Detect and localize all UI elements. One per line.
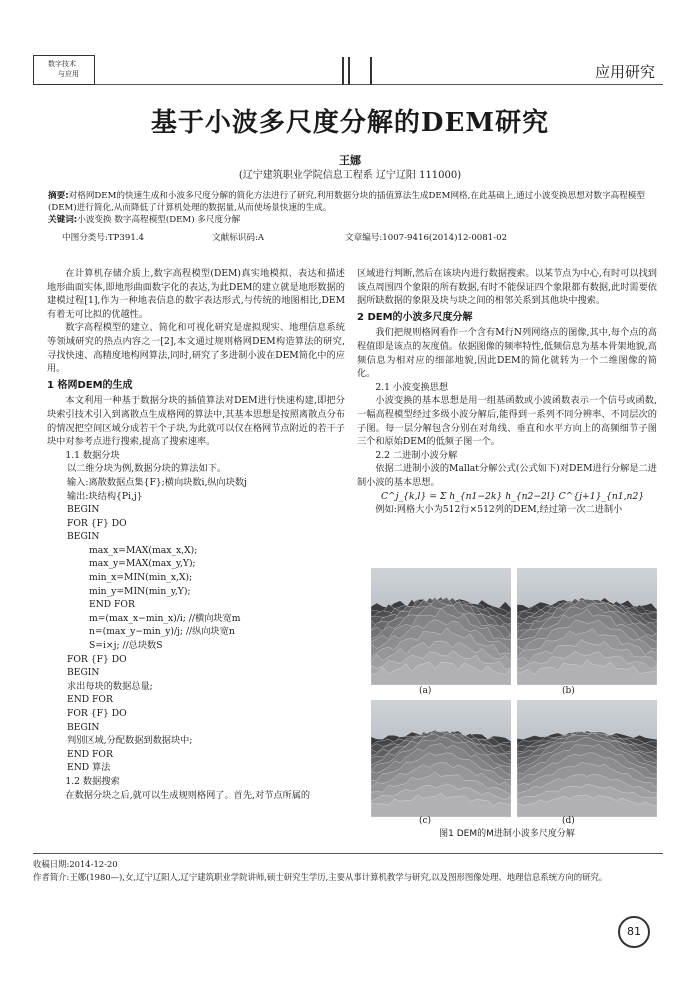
keywords-label: 关键词: — [48, 215, 78, 225]
section-heading: 1 格网DEM的生成 — [47, 379, 133, 391]
code-line: min_x=MIN(min_x,X); — [89, 572, 193, 584]
subsection-heading: 1.2 数据搜索 — [65, 775, 120, 787]
code-line: BEGIN — [67, 721, 100, 733]
code-line: END FOR — [67, 748, 113, 760]
received-date: 收稿日期:2014-12-20 — [33, 859, 118, 869]
code-line: max_x=MAX(max_x,X); — [89, 544, 198, 556]
code-line: FOR {F} DO — [67, 708, 127, 719]
paragraph: 在计算机存储介质上,数字高程模型(DEM)真实地模拟、表达和描述地形曲面实体,即地形曲面数字化的表达,为此DEM的建立就是地形数据的建模过程[1],作为一种地表信息的数字表达形式,与传统的地图相比,DEM有着无可比拟的优越性。 — [47, 268, 345, 320]
code-line: END 算法 — [67, 762, 111, 774]
logo-line2: 与应用 — [58, 70, 79, 78]
mallat-formula: C^j_{k,l} = Σ h_{n1−2k} h_{n2−2l} C^{j+1}_{n1,n2} — [381, 490, 645, 502]
code-line: BEGIN — [67, 667, 100, 679]
dem-panel-b — [517, 568, 657, 685]
section-heading: 2 DEM的小波多尺度分解 — [357, 311, 473, 323]
paragraph: 本文利用一种基于数据分块的插值算法对DEM进行快速构建,即把分块索引技术引入到离散点生成格网的算法中,其基本思想是按照离散点分布的情况把空间区域分成若干个子块,为此就可以仅在格网节点附近的若干子块中对参考点进行搜索,提高了搜索速率。 — [47, 395, 345, 448]
panel-label: (a) — [419, 686, 432, 696]
logo-line1: 数字技术 — [48, 60, 76, 68]
code-line: 输出:块结构{Pi,j} — [67, 490, 143, 502]
paragraph: 在数据分块之后,就可以生成规则格网了。首先,对节点所属的 — [65, 789, 311, 801]
code-line: 判别区域,分配数据到数据块中; — [67, 735, 193, 747]
panel-label: (c) — [419, 816, 432, 826]
keywords-text: 小波变换 数字高程模型(DEM) 多尺度分解 — [77, 215, 241, 225]
paragraph: 区域进行判断,然后在该块内进行数据搜索。以某节点为中心,有时可以找到该点周围四个象限的所有数据,有时不能保证四个象限都有数据,此时需要依据所缺数据的象限及块与块之间的相邻关系到其他块中搜索。 — [357, 268, 657, 307]
page-number: 81 — [618, 916, 650, 948]
terrain-render — [371, 700, 511, 817]
code-line: END FOR — [67, 694, 113, 706]
abstract-block — [48, 190, 658, 226]
code-line: n=(max_y−min_y)/j; //纵向块宽n — [89, 626, 235, 638]
figure-caption: 图1 DEM的M进制小波多尺度分解 — [439, 829, 575, 839]
subsection-heading: 2.2 二进制小波分解 — [375, 449, 458, 461]
code-line: BEGIN — [67, 531, 100, 543]
code-line: max_y=MAX(max_y,Y); — [89, 558, 196, 570]
author-bio: 作者简介:王娜(1980—),女,辽宁辽阳人,辽宁建筑职业学院讲师,硕士研究生学历,主要从事计算机教学与研究,以及图形图像处理、地理信息系统方向的研究。 — [33, 871, 608, 882]
author: 王娜 — [339, 154, 361, 167]
subsection-heading: 1.1 数据分块 — [65, 449, 120, 461]
panel-label: (b) — [562, 686, 575, 696]
journal-logo — [33, 55, 95, 85]
code-line: FOR {F} DO — [67, 653, 127, 665]
article-number: 文章编号:1007-9416(2014)12-0081-02 — [345, 233, 508, 243]
algorithm-listing — [47, 462, 345, 775]
dem-panel-c — [371, 700, 511, 817]
abstract-label: 摘要: — [48, 191, 69, 201]
subsection-heading: 2.1 小波变换思想 — [375, 381, 449, 393]
code-line: S=i×j; //总块数S — [89, 640, 163, 652]
terrain-render — [517, 700, 657, 817]
terrain-render — [517, 568, 657, 685]
code-line: min_y=MIN(min_y,Y); — [89, 585, 191, 597]
paper-title: 基于小波多尺度分解的DEM研究 — [150, 108, 550, 138]
code-line: END FOR — [89, 599, 135, 611]
page-header — [33, 55, 663, 85]
code-line: m=(max_x−min_x)/i; //横向块宽m — [89, 612, 241, 624]
doc-code: 文献标识码:A — [212, 233, 265, 243]
paragraph: 数字高程模型的建立、简化和可视化研究是虚拟现实、地理信息系统等领域研究的热点内容之一[2],本文通过规则格网DEM构造算法的研究,寻找快速、高精度地构网算法,同时,研究了多进制小波在DEM简化中的应用。 — [47, 322, 345, 375]
code-line: BEGIN — [67, 504, 100, 516]
code-line: FOR {F} DO — [67, 517, 127, 529]
code-line: 求出每块的数据总量; — [67, 680, 153, 692]
terrain-render — [371, 568, 511, 685]
panel-label: (d) — [562, 816, 575, 826]
paragraph: 我们把规则格网看作一个含有M行N列网络点的图像,其中,每个点的高程值即是该点的灰度值。依据图像的频率特性,低频信息为基本骨架地貌,高频信息为相对应的细部地貌,因此DEM的简化就转为一个二维图像的简化。 — [357, 327, 657, 380]
footnote — [33, 853, 663, 883]
dem-panel-a — [371, 568, 511, 685]
code-line: 以二维分块为例,数据分块的算法如下。 — [67, 463, 227, 475]
affiliation: (辽宁建筑职业学院信息工程系 辽宁辽阳 111000) — [238, 170, 462, 181]
abstract-text: 对格网DEM的快速生成和小波多尺度分解的简化方法进行了研究,利用数据分块的插值算法生成DEM网格,在此基础上,通过小波变换思想对数字高程模型(DEM)进行简化,从而降低了计算机处理的数据量,从而使场景快速的生成。 — [48, 191, 645, 213]
paragraph: 依据二进制小波的Mallat分解公式(公式如下)对DEM进行分解是二进制小波的基本思想。 — [357, 463, 657, 488]
paragraph: 小波变换的基本思想是用一组基函数或小波函数表示一个信号或函数,一幅高程模型经过多级小波分解后,能得到一系列不同分辨率、不同层次的子图。每一层分解包含分别在对角线、垂直和水平方向上的高频细节子图三个和原始DEM的低频子图一个。 — [357, 395, 657, 448]
right-column — [357, 267, 657, 517]
paragraph: 例如:网格大小为512行×512列的DEM,经过第一次二进制小 — [375, 504, 623, 516]
figure-1 — [357, 568, 657, 838]
dem-panel-d — [517, 700, 657, 817]
code-line: 输入:离散数据点集{F};横向块数i,纵向块数j — [67, 476, 247, 488]
section-label: 应用研究 — [594, 63, 655, 81]
clc-number: 中图分类号:TP391.4 — [62, 233, 144, 243]
left-column — [47, 267, 345, 802]
header-bars — [342, 55, 382, 85]
